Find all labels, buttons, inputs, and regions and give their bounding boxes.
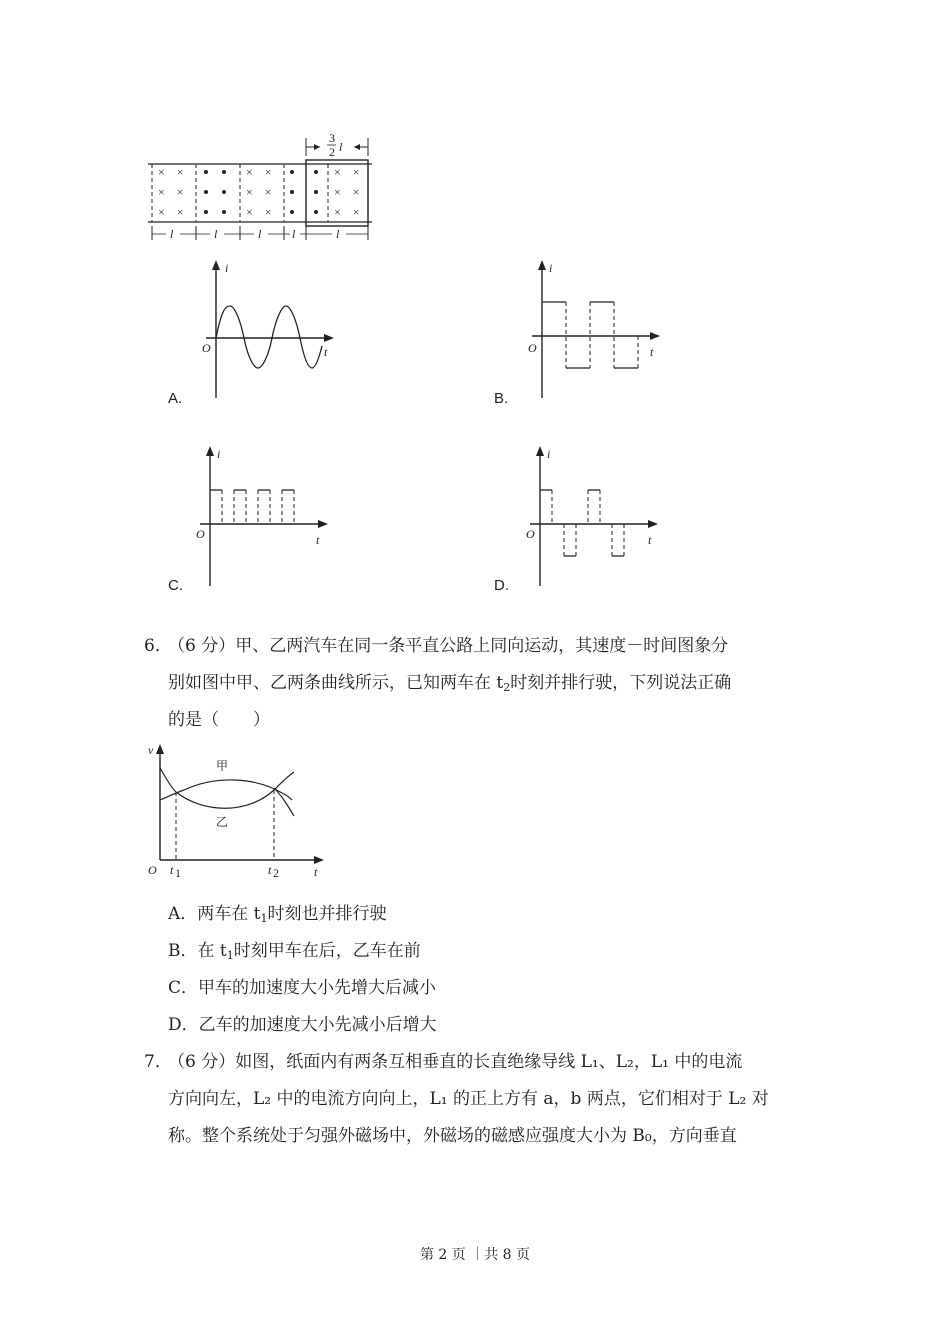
t1-sub: 1: [175, 866, 181, 880]
q6-number: 6．: [144, 636, 172, 656]
width-label-den: 2: [329, 145, 335, 159]
svg-text:× ×: × ×: [246, 165, 272, 179]
graph-b-label[interactable]: B.: [494, 390, 509, 407]
graph-c-label[interactable]: C.: [168, 577, 183, 594]
origin-label: O: [528, 341, 537, 355]
vt-graph: [144, 738, 334, 878]
q6-option-c[interactable]: C．甲车的加速度大小先增大后减小: [168, 978, 437, 998]
graph-b: [522, 258, 672, 408]
axis-x-label: t: [324, 345, 328, 359]
q6-option-b[interactable]: B．在 $t_1$时刻甲车在后，乙车在前: [168, 941, 421, 962]
svg-text:× ×: × ×: [158, 185, 184, 199]
axis-x-label: t: [316, 533, 320, 547]
segment-label: l: [170, 227, 174, 241]
q6-line-3: 的是（ ）: [168, 710, 270, 730]
axis-x-label: t: [314, 865, 318, 879]
segment-label: l: [214, 227, 218, 241]
origin-label: O: [526, 527, 535, 541]
axis-y-label: v: [148, 743, 154, 757]
q6-option-d[interactable]: D．乙车的加速度大小先减小后增大: [168, 1015, 437, 1035]
graph-c: [190, 444, 330, 594]
width-label-num: 3: [329, 131, 335, 145]
t2-sub: 2: [273, 866, 279, 880]
axis-x-label: t: [650, 345, 654, 359]
segment-label: l: [292, 227, 296, 241]
axis-x-label: t: [648, 533, 652, 547]
svg-text:× ×: × ×: [246, 205, 272, 219]
origin-label: O: [148, 863, 157, 877]
t2-label: t: [268, 863, 272, 877]
axis-y-label: i: [547, 447, 551, 461]
svg-text:× ×: × ×: [334, 185, 360, 199]
graph-a: [196, 258, 336, 408]
q6-option-a[interactable]: A．两车在 $t_1$时刻也并排行驶: [168, 904, 387, 925]
q7-line-1: （6 分）如图，纸面内有两条互相垂直的长直绝缘导线 L₁、L₂，L₁ 中的电流: [168, 1052, 743, 1072]
origin-label: O: [202, 341, 211, 355]
axis-y-label: i: [217, 447, 221, 461]
magnetic-field-figure: [140, 130, 380, 250]
q6-line-2: 别如图中甲、乙两条曲线所示，已知两车在 $t_2$时刻并排行驶，下列说法正确: [168, 673, 732, 694]
q7-number: 7．: [144, 1052, 172, 1072]
q6-line-1: （6 分）甲、乙两汽车在同一条平直公路上同向运动，其速度－时间图象分: [168, 636, 729, 656]
q7-line-3: 称。整个系统处于匀强外磁场中，外磁场的磁感应强度大小为 B₀，方向垂直: [168, 1126, 737, 1146]
curve-yi-label: 乙: [216, 815, 229, 829]
origin-label: O: [196, 527, 205, 541]
segment-label: l: [258, 227, 262, 241]
t1-label: t: [170, 863, 174, 877]
width-label-var: l: [339, 140, 343, 154]
svg-text:× ×: × ×: [334, 165, 360, 179]
graph-a-label[interactable]: A.: [168, 390, 183, 407]
page-footer: 第 2 页 ｜共 8 页: [419, 1247, 531, 1263]
axis-y-label: i: [225, 261, 229, 275]
axis-y-label: i: [549, 261, 553, 275]
graph-d-label[interactable]: D.: [494, 577, 509, 594]
svg-text:× ×: × ×: [334, 205, 360, 219]
graph-d: [520, 444, 670, 594]
svg-text:× ×: × ×: [158, 165, 184, 179]
segment-label: l: [336, 227, 340, 241]
curve-jia-label: 甲: [216, 759, 229, 773]
svg-text:× ×: × ×: [158, 205, 184, 219]
svg-text:× ×: × ×: [246, 185, 272, 199]
q7-line-2: 方向向左，L₂ 中的电流方向向上，L₁ 的正上方有 a，b 两点，它们相对于 L₂ 对: [168, 1089, 769, 1109]
